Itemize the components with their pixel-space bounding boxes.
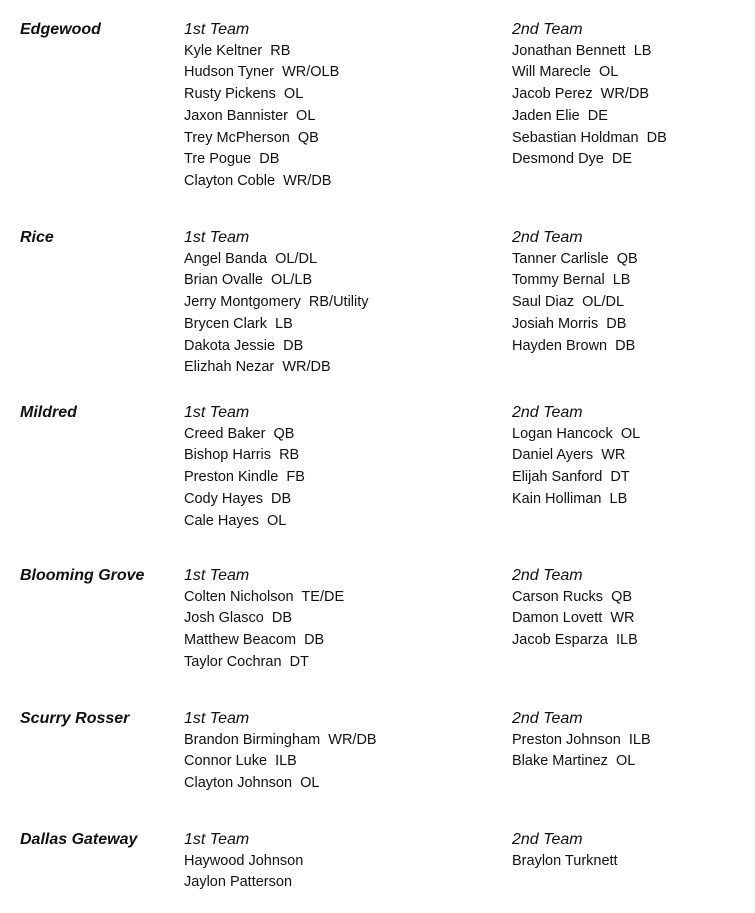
second-team-list [512,565,638,652]
second-team-heading: 2nd Team [512,567,583,584]
second-team-heading: 2nd Team [512,404,583,421]
player: Logan Hancock OL [512,425,641,442]
player: Tommy Bernal LB [512,272,631,289]
player: Elijah Sanford DT [512,469,630,486]
second-team-list [512,19,667,171]
player: Braylon Turknett [512,852,618,869]
player: Brandon Birmingham WR/DB [184,731,377,748]
second-team-list [512,829,618,872]
player: Josiah Morris DB [512,315,627,332]
player: Jonathan Bennett LB [512,42,652,59]
player: Clayton Johnson OL [184,775,320,792]
first-team-list [184,829,303,894]
player: Jaden Elie DE [512,107,608,124]
player: Angel Banda OL/DL [184,250,318,267]
player: Jaxon Bannister OL [184,107,316,124]
player: Clayton Coble WR/DB [184,172,332,189]
player: Brian Ovalle OL/LB [184,272,313,289]
player: Jaylon Patterson [184,874,293,891]
player: Saul Diaz OL/DL [512,294,625,311]
player: Creed Baker QB [184,425,295,442]
player: Cale Hayes OL [184,512,287,529]
player: Bishop Harris RB [184,447,300,464]
player: Hudson Tyner WR/OLB [184,64,340,81]
player: Brycen Clark LB [184,315,293,332]
player: Carson Rucks QB [512,588,633,605]
player: Matthew Beacom DB [184,632,325,649]
player: Taylor Cochran DT [184,653,309,670]
second-team-list [512,708,651,773]
player: Hayden Brown DB [512,337,636,354]
first-team-heading: 1st Team [184,21,250,38]
first-team-heading: 1st Team [184,567,250,584]
first-team-list [184,708,377,795]
player: Sebastian Holdman DB [512,129,667,146]
player: Damon Lovett WR [512,610,635,627]
school-name: Edgewood [20,21,101,38]
second-team-heading: 2nd Team [512,21,583,38]
player: Preston Kindle FB [184,469,305,486]
first-team-heading: 1st Team [184,831,250,848]
first-team-list [184,227,369,379]
school-name: Mildred [20,404,77,421]
player: Trey McPherson QB [184,129,319,146]
player: Kain Holliman LB [512,490,628,507]
second-team-heading: 2nd Team [512,831,583,848]
second-team-heading: 2nd Team [512,710,583,727]
player: Daniel Ayers WR [512,447,626,464]
player: Cody Hayes DB [184,490,292,507]
player: Preston Johnson ILB [512,731,651,748]
school-name: Dallas Gateway [20,831,138,848]
player: Rusty Pickens OL [184,86,304,103]
player: Will Marecle OL [512,64,619,81]
school-name: Blooming Grove [20,567,145,584]
first-team-heading: 1st Team [184,404,250,421]
player: Dakota Jessie DB [184,337,304,354]
school-name: Rice [20,229,54,246]
player: Blake Martinez OL [512,753,636,770]
player: Jacob Esparza ILB [512,632,638,649]
player: Tanner Carlisle QB [512,250,638,267]
player: Tre Pogue DB [184,151,280,168]
player: Kyle Keltner RB [184,42,291,59]
player: Josh Glasco DB [184,610,292,627]
school-name: Scurry Rosser [20,710,130,727]
second-team-list [512,227,638,357]
player: Jerry Montgomery RB/Utility [184,294,369,311]
player: Colten Nicholson TE/DE [184,588,345,605]
first-team-heading: 1st Team [184,229,250,246]
player: Connor Luke ILB [184,753,297,770]
second-team-list [512,402,640,511]
player: Haywood Johnson [184,852,304,869]
first-team-list [184,402,305,532]
first-team-list [184,19,339,193]
player: Jacob Perez WR/DB [512,86,649,103]
player: Elizhah Nezar WR/DB [184,359,331,376]
first-team-heading: 1st Team [184,710,250,727]
first-team-list [184,565,344,674]
player: Desmond Dye DE [512,151,633,168]
second-team-heading: 2nd Team [512,229,583,246]
